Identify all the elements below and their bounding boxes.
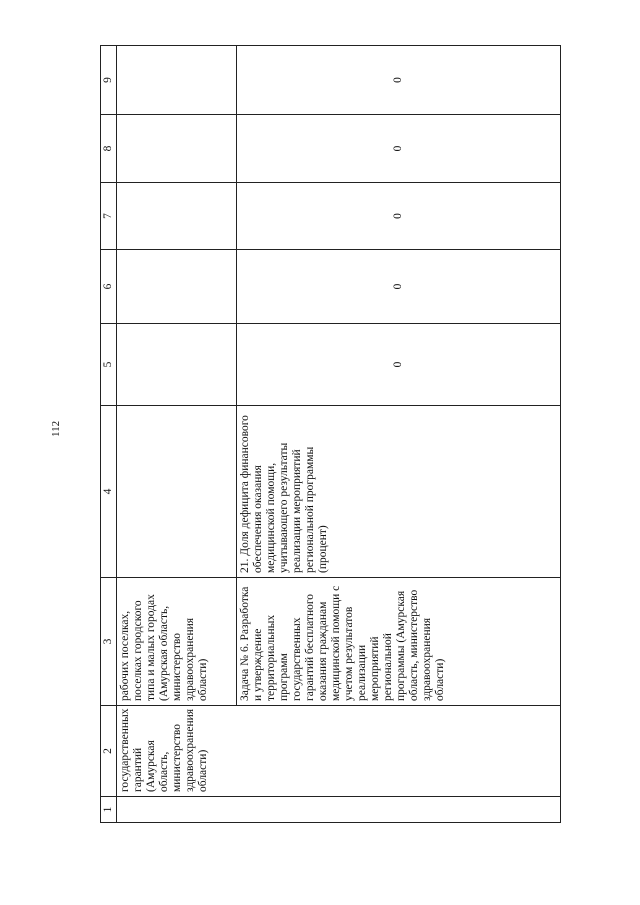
table-row [117, 46, 237, 823]
rotated-table-container [100, 46, 561, 823]
header-col-2: 2 [101, 706, 117, 797]
indicators-table [100, 45, 561, 823]
cell-r2-c7: 0 [237, 183, 561, 250]
cell-r2-c6: 0 [237, 250, 561, 324]
cell-r2-c8: 0 [237, 115, 561, 183]
cell-r1-c4 [117, 406, 237, 578]
header-col-1: 1 [101, 797, 117, 823]
cell-r2-c5: 0 [237, 324, 561, 406]
cell-r1-c8 [117, 115, 237, 183]
header-col-5: 5 [101, 324, 117, 406]
table-header-row [101, 46, 117, 823]
header-col-7: 7 [101, 183, 117, 250]
cell-r1-c5 [117, 324, 237, 406]
header-col-6: 6 [101, 250, 117, 324]
cell-r1-c7 [117, 183, 237, 250]
cell-task-6: Задача № 6. Разработка и утверждение территориальных программ государственных гарантий бесплатного оказания гражданам медицинской помощи с учетом результатов реализации мероприятий региональной программы (Амурская область, министерство здравоохранения области) [237, 578, 561, 706]
cell-r1-c3: рабочих поселках, поселках городского типа и малых городах (Амурская область, министерство здравоохранения области) [117, 578, 237, 706]
cell-r1-c1 [117, 797, 561, 823]
cell-r1-c6 [117, 250, 237, 324]
cell-r2-c9: 0 [237, 46, 561, 115]
cell-indicator-21: 21. Доля дефицита финансового обеспечения оказания медицинской помощи, учитывающего результаты реализации мероприятий региональной программы (процент) [237, 406, 561, 578]
header-col-3: 3 [101, 578, 117, 706]
header-col-8: 8 [101, 115, 117, 183]
cell-r1-c2: государственных гарантий (Амурская область, министерство здравоохранения области) [117, 706, 561, 797]
header-col-9: 9 [101, 46, 117, 115]
page-number: 112 [50, 420, 62, 437]
cell-r1-c9 [117, 46, 237, 115]
header-col-4: 4 [101, 406, 117, 578]
